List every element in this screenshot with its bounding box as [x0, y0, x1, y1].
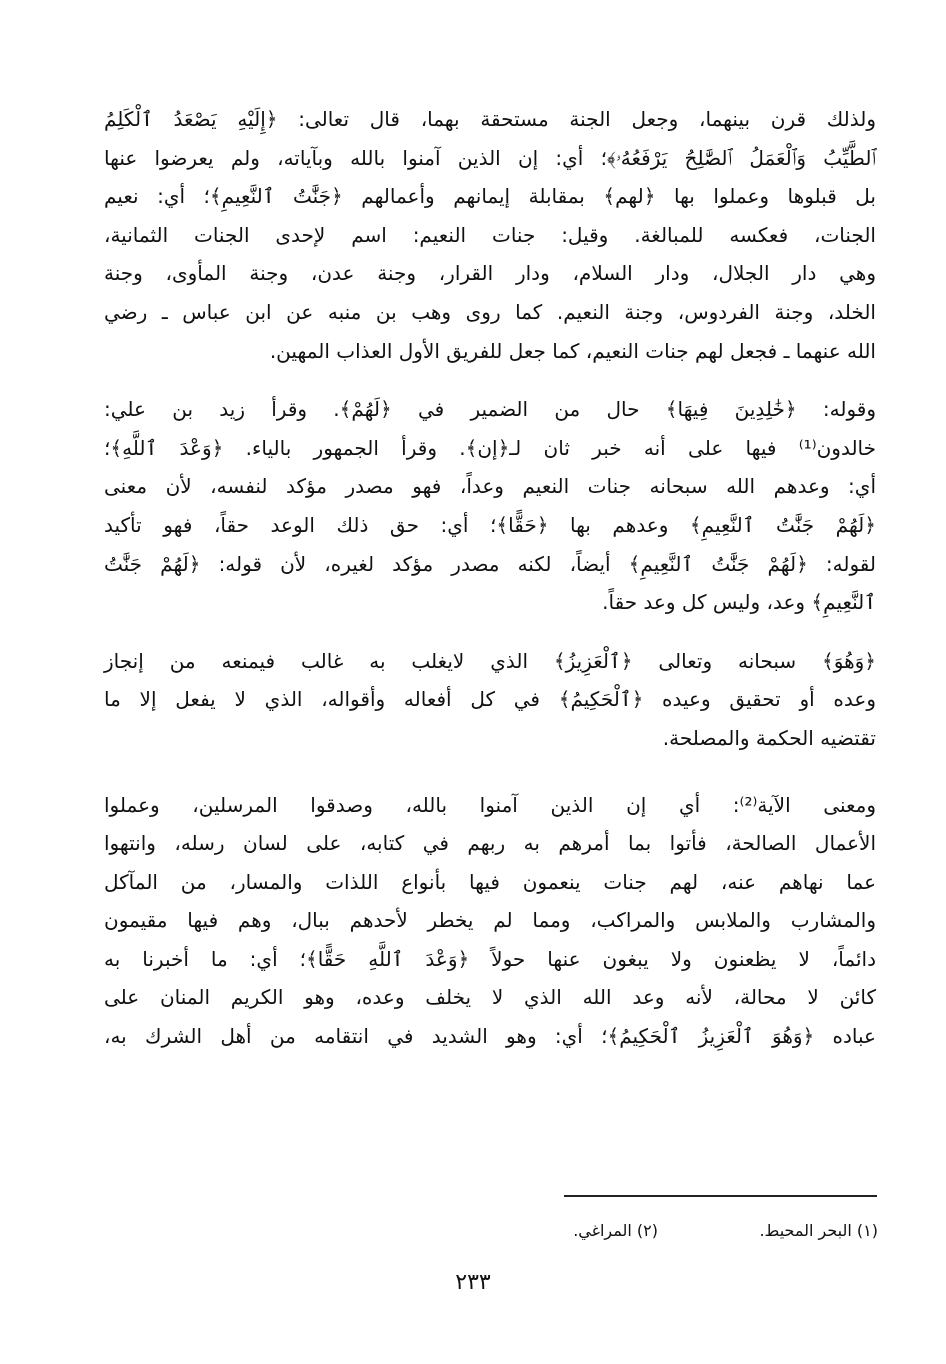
text-line: عما نهاهم عنه، لهم جنات ينعمون فيها بأنواع اللذات والمسار، من المآكل [104, 869, 876, 894]
text-line: ﴿وَهُوَ﴾ سبحانه وتعالى ﴿ٱلْعَزِيزُ﴾ الذي لايغلب به غالب فيمنعه من إنجاز [104, 648, 876, 673]
text-line: وقوله: ﴿خَٰلِدِينَ فِيهَا﴾ حال من الضمير في ﴿لَهُمْ﴾. وقرأ زيد بن علي: [104, 397, 876, 422]
paragraph-1 [104, 100, 876, 370]
text-line: أي: وعدهم الله سبحانه جنات النعيم وعداً، فهو مصدر مؤكد لنفسه، لأن معنى [104, 474, 876, 499]
text-line: وهي دار الجلال، ودار السلام، ودار القرار، وجنة عدن، وجنة المأوى، وجنة [104, 261, 876, 286]
paragraph-3 [104, 642, 876, 758]
text-line: عباده ﴿وَهُوَ ٱلْعَزِيزُ ٱلْحَكِيمُ﴾؛ أي: وهو الشديد في انتقامه من أهل الشرك به، [104, 1024, 876, 1049]
text-line: الأعمال الصالحة، فأتوا بما أمرهم به ربهم في كتابه، على لسان رسله، وانتهوا [104, 831, 876, 856]
text-line: ولذلك قرن بينهما، وجعل الجنة مستحقة بهما، قال تعالى: ﴿إِلَيْهِ يَصْعَدُ ٱلْكَلِمُ [104, 107, 876, 131]
paragraph-4 [104, 786, 876, 1056]
page-number: ٢٣٣ [455, 1270, 491, 1295]
text-line: دائماً، لا يظعنون ولا يبغون عنها حولاً ﴿وَعْدَ ٱللَّهِ حَقًّا﴾؛ أي: ما أخبرنا به [104, 946, 876, 971]
text-line: خالدون⁽¹⁾ فيها على أنه خبر ثان لـ﴿إن﴾. وقرأ الجمهور بالياء. ﴿وَعْدَ ٱللَّهِ﴾؛ [104, 435, 876, 460]
text-line: وعده أو تحقيق وعيده ﴿ٱلْحَكِيمُ﴾ في كل أفعاله وأقواله، الذي لا يفعل إلا ما [104, 687, 876, 712]
text-line: تقتضيه الحكمة والمصلحة. [662, 725, 876, 750]
text-line: كائن لا محالة، لأنه وعد الله الذي لا يخلف وعده، وهو الكريم المنان على [104, 985, 876, 1010]
footnote-1: (١) البحر المحيط. [759, 1221, 878, 1240]
footnote-2: (٢) المراغي. [573, 1221, 658, 1240]
text-line: والمشارب والملابس والمراكب، ومما لم يخطر لأحدهم ببال، وهم فيها مقيمون [104, 908, 876, 933]
text-line: الله عنهما ـ فجعل لهم جنات النعيم، كما جعل للفريق الأول العذاب المهين. [269, 338, 876, 363]
text-line: بل قبلوها وعملوا بها ﴿لهم﴾ بمقابلة إيمانهم وأعمالهم ﴿جَنَّٰتُ ٱلنَّعِيمِ﴾؛ أي: نعيم [104, 184, 876, 209]
footnote-divider [564, 1195, 877, 1197]
footnotes [300, 1215, 878, 1247]
paragraph-2 [104, 390, 876, 622]
text-line: الخلد، وجنة الفردوس، وجنة النعيم. كما روى وهب بن منبه عن ابن عباس ـ رضي [104, 299, 876, 324]
text-line: ٱلنَّعِيمِ﴾ وعد، وليس كل وعد حقاً. [602, 590, 876, 615]
text-line: لقوله: ﴿لَهُمْ جَنَّٰتُ ٱلنَّعِيمِ﴾ أيضاً، لكنه مصدر مؤكد لغيره، لأن قوله: ﴿لَهُمْ جَنَّٰتُ [104, 551, 876, 576]
text-line: الجنات، فعكسه للمبالغة. وقيل: جنات النعيم: اسم لإحدى الجنات الثمانية، [104, 222, 876, 247]
text-line: ﴿لَهُمْ جَنَّٰتُ ٱلنَّعِيمِ﴾ وعدهم بها ﴿حَقًّا﴾؛ أي: حق ذلك الوعد حقاً، فهو تأكيد [104, 512, 876, 537]
page-body [104, 100, 876, 1056]
text-line: ٱلطَّيِّبُ وَٱلْعَمَلُ ٱلصَّٰلِحُ يَرْفَعُهُۥ﴾؛ أي: إن الذين آمنوا بالله وبآياته، ولم يعرضوا عنها [104, 145, 876, 170]
text-line: ومعنى الآية⁽²⁾: أي إن الذين آمنوا بالله، وصدقوا المرسلين، وعملوا [104, 792, 877, 817]
